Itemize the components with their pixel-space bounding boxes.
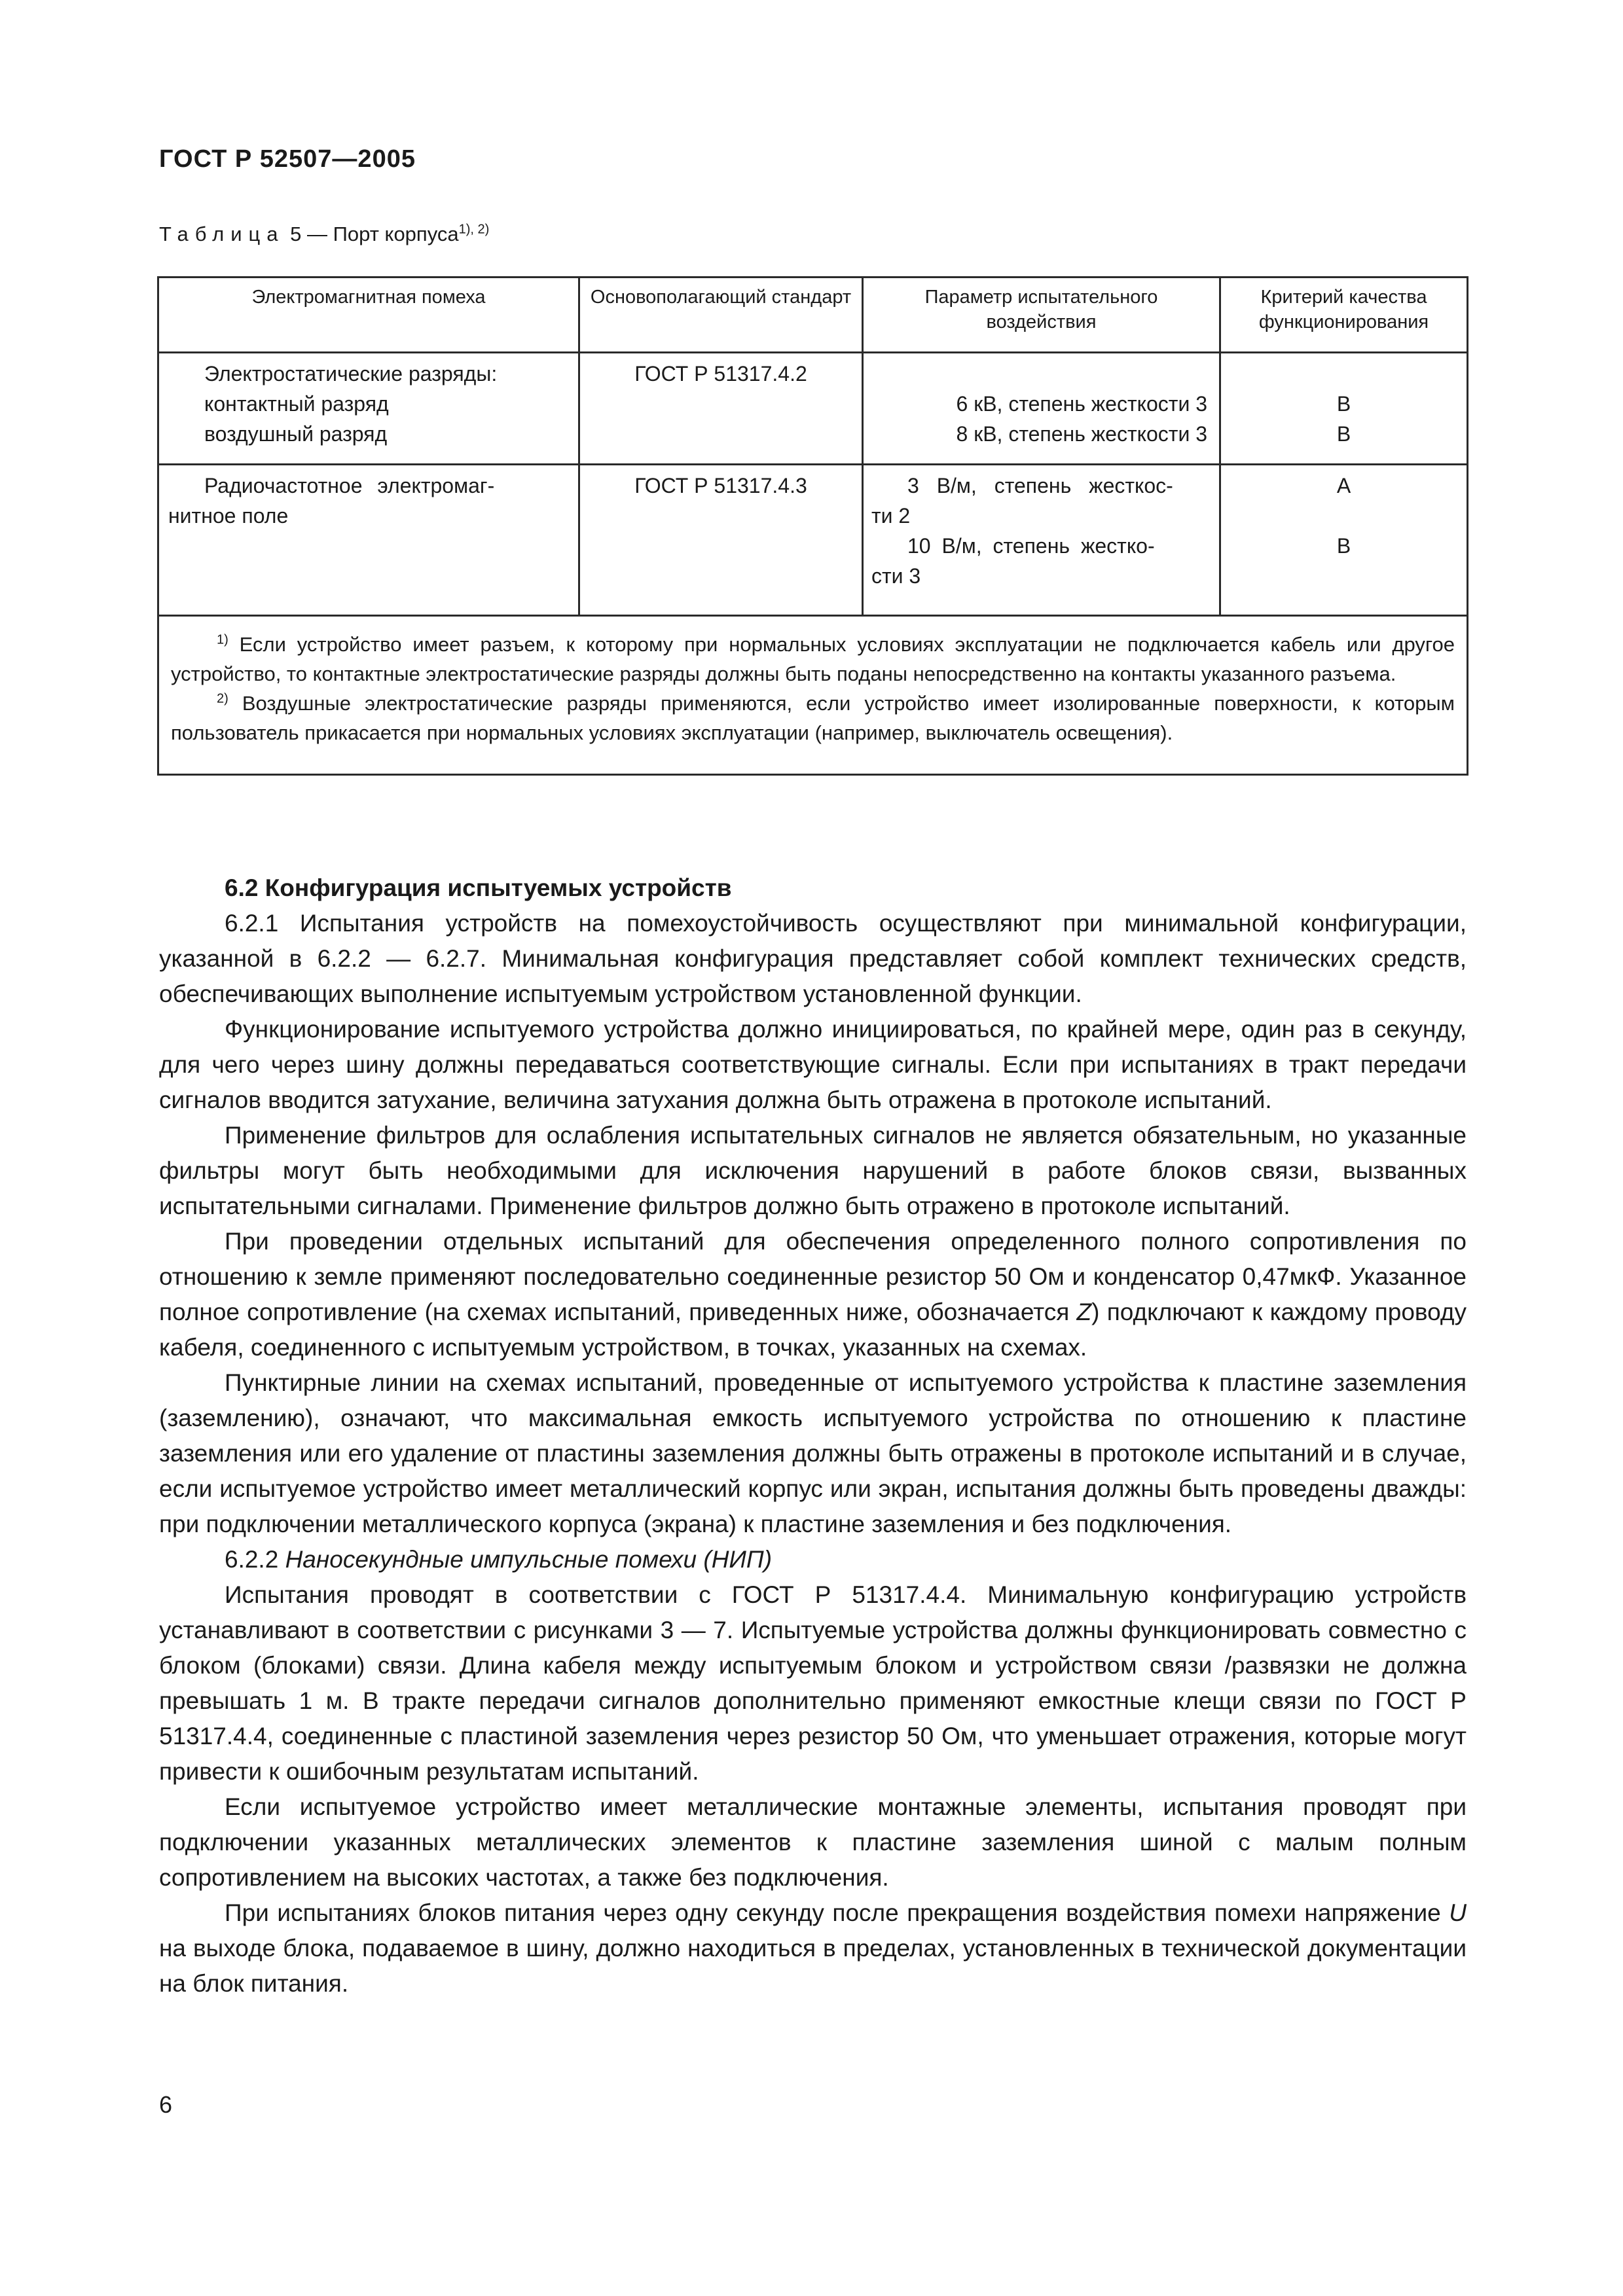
criterion-cell xyxy=(1220,465,1468,616)
table-caption-title: 5 — Порт корпуса xyxy=(284,223,459,245)
standard-cell: ГОСТ Р 51317.4.3 xyxy=(579,465,863,616)
table-notes xyxy=(158,616,1468,775)
port-table xyxy=(157,276,1468,776)
note-mark: 1) xyxy=(217,632,228,647)
table-row xyxy=(158,465,1468,616)
column-header-criterion: Критерий качества функционирования xyxy=(1220,278,1468,353)
body-text xyxy=(159,870,1467,2001)
column-header-parameter: Параметр испытательного воздействия xyxy=(863,278,1220,353)
note-text: Если устройство имеет разъем, к которому при нормальных условиях эксплуатации не подключается кабель или другое устройство, то контактные электростатические разряды должны быть поданы непосредственно на контакты указанного разъема. xyxy=(171,633,1455,685)
subsection-heading xyxy=(159,1542,1467,1577)
table-note xyxy=(171,630,1455,689)
page-number: 6 xyxy=(159,2091,173,2118)
disturbance-line: Радиочастотное электромаг- xyxy=(204,474,495,497)
table-caption xyxy=(159,223,489,246)
parameter-line: 3 В/м, степень жесткос- xyxy=(907,474,1173,497)
table-header-row xyxy=(158,278,1468,353)
parameter-line: 6 кВ, степень жесткости 3 xyxy=(956,392,1207,416)
paragraph: Если испытуемое устройство имеет металлические монтажные элементы, испытания проводят при подключении указанных металлических элементов к пластине заземления шиной с малым полным сопротивлением на высоких частотах, а также без подключения. xyxy=(159,1793,1467,1891)
disturbance-line: воздушный разряд xyxy=(204,422,388,446)
disturbance-cell xyxy=(158,465,579,616)
paragraph-text: При проведении отдельных испытаний для обеспечения определенного полного сопротивления по отношению к земле применяют последовательно соединенные резистор 50 Ом и конденсатор 0,47мкФ. Указанное полное сопротивление (на схемах испытаний, приведенных ниже, обозначается xyxy=(159,1228,1467,1325)
section-heading: 6.2 Конфигурация испытуемых устройств xyxy=(225,874,732,901)
table-caption-footnote-marks: 1), 2) xyxy=(458,222,490,237)
paragraph xyxy=(159,1224,1467,1365)
table-notes-row xyxy=(158,616,1468,775)
paragraph: 6.2.1 Испытания устройств на помехоустойчивость осуществляют при минимальной конфигурации, указанной в 6.2.2 — 6.2.7. Минимальная конфигурация представляет собой комплект технических средств, обеспечивающих выполнение испытуемым устройством установленной функции. xyxy=(159,910,1467,1007)
table-note xyxy=(171,689,1455,747)
parameter-line: сти 3 xyxy=(871,564,921,588)
paragraph: Пунктирные линии на схемах испытаний, проведенные от испытуемого устройства к пластине заземления (заземлению), означают, что максимальная емкость испытуемого устройства по отношению к пластине заземления или его удаление от пластины заземления должны быть отражены в протоколе испытаний и в случае, если испытуемое устройство имеет металлический корпус или экран, испытания должны быть проведены дважды: при подключении металлического корпуса (экрана) к пластине заземления и без подключения. xyxy=(159,1369,1467,1537)
disturbance-line: Электростатические разряды: xyxy=(204,362,498,386)
criterion-value: В xyxy=(1336,392,1351,416)
criterion-value: А xyxy=(1336,474,1351,497)
disturbance-line: контактный разряд xyxy=(204,392,389,416)
disturbance-line: нитное поле xyxy=(168,504,289,528)
disturbance-cell xyxy=(158,353,579,465)
paragraph: Применение фильтров для ослабления испытательных сигналов не является обязательным, но указанные фильтры могут быть необходимыми для исключения нарушений в работе блоков связи, вызванных испытательными сигналами. Применение фильтров должно быть отражено в протоколе испытаний. xyxy=(159,1122,1467,1219)
paragraph-text: При испытаниях блоков питания через одну секунду после прекращения воздействия помехи напряжение xyxy=(225,1899,1450,1926)
symbol-z: Z xyxy=(1076,1299,1092,1325)
symbol-u: U xyxy=(1449,1899,1467,1926)
paragraph xyxy=(159,1895,1467,2001)
subsection-number: 6.2.2 xyxy=(225,1546,285,1573)
paragraph: Испытания проводят в соответствии с ГОСТ Р 51317.4.4. Минимальную конфигурацию устройств устанавливают в соответствии с рисунками 3 — 7. Испытуемые устройства должны функционировать совместно с блоком (блоками) связи. Длина кабеля между испытуемым блоком и устройством связи /развязки не должна превышать 1 м. В тракте передачи сигналов дополнительно применяют емкостные клещи связи по ГОСТ Р 51317.4.4, соединенные с пластиной заземления через резистор 50 Ом, что уменьшает отражения, которые могут привести к ошибочным результатам испытаний. xyxy=(159,1581,1467,1785)
parameter-line: ти 2 xyxy=(871,504,911,528)
parameter-line: 8 кВ, степень жесткости 3 xyxy=(956,422,1207,446)
parameter-line: 10 В/м, степень жестко- xyxy=(907,534,1155,558)
table-row xyxy=(158,353,1468,465)
note-mark: 2) xyxy=(217,691,228,706)
table-caption-word: Таблица xyxy=(159,223,285,245)
parameter-cell xyxy=(863,353,1220,465)
note-text: Воздушные электростатические разряды применяются, если устройство имеет изолированные поверхности, к которым пользователь прикасается при нормальных условиях эксплуатации (например, выключатель освещения). xyxy=(171,692,1455,744)
paragraph: Функционирование испытуемого устройства должно инициироваться, по крайней мере, один раз в секунду, для чего через шину должны передаваться соответствующие сигналы. Если при испытаниях в тракт передачи сигналов вводится затухание, величина затухания должна быть отражена в протоколе испытаний. xyxy=(159,1016,1467,1113)
document-header: ГОСТ Р 52507—2005 xyxy=(159,145,416,173)
column-header-disturbance: Электромагнитная помеха xyxy=(158,278,579,353)
subsection-title: Наносекундные импульсные помехи (НИП) xyxy=(285,1546,773,1573)
column-header-standard: Основополагающий стандарт xyxy=(579,278,863,353)
criterion-cell xyxy=(1220,353,1468,465)
parameter-cell xyxy=(863,465,1220,616)
paragraph-text: ) подключают к каждому проводу кабеля, соединенного с испытуемым устройством, в точках, указанных на схемах. xyxy=(159,1299,1467,1361)
criterion-value: В xyxy=(1336,422,1351,446)
criterion-value: В xyxy=(1336,534,1351,558)
paragraph-text: на выходе блока, подаваемое в шину, должно находиться в пределах, установленных в технической документации на блок питания. xyxy=(159,1935,1467,1997)
standard-cell: ГОСТ Р 51317.4.2 xyxy=(579,353,863,465)
